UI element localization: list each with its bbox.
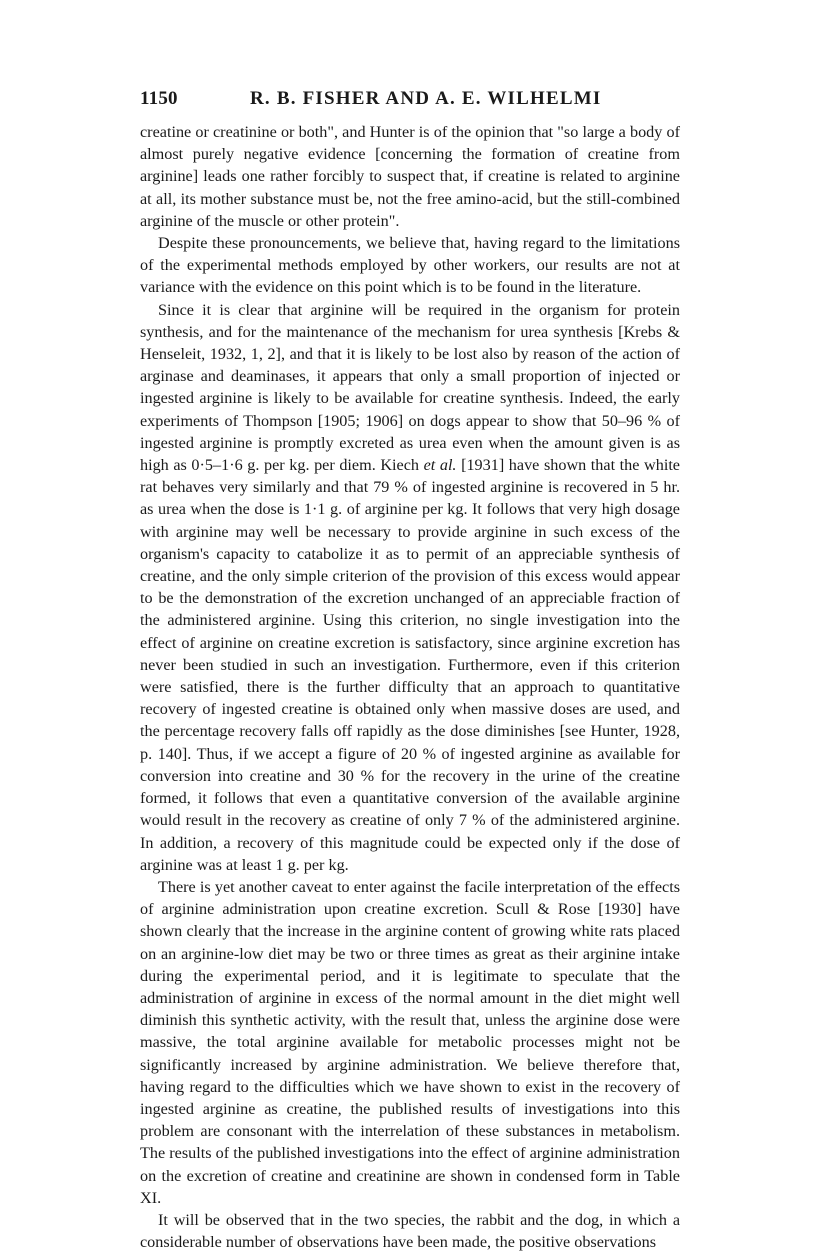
page-header (140, 88, 680, 114)
paragraph-continuation: creatine or creatinine or both", and Hunter is of the opinion that "so large a body of almost purely negative evidence [concerning the formation of creatine from arginine] leads one rather forcibly to suspect that, if creatine is related to arginine at all, its mother substance must be, not the free amino-acid, but the still-combined arginine of the muscle or other protein". (140, 123, 680, 230)
paragraph-observations: It will be observed that in the two species, the rabbit and the dog, in which a considerable number of observations have been made, the positive observations (140, 1210, 680, 1252)
paragraph-arginine-synthesis-part2: [1931] have shown that the white rat behaves very similarly and that 79 % of ingested arginine is recovered in 5 hr. as urea when the dose is 1·1 g. of arginine per kg. It follows that very high dosage with arginine may well be necessary to provide arginine in such excess of the organism's capacity to catabolize it as to permit of an appreciable synthesis of creatine, and the only simple criterion of the provision of this excess would appear to be the demonstration of the excretion unchanged of an appreciable fraction of the administered arginine. Using this criterion, no single investigation into the effect of arginine on creatine excretion is satisfactory, since arginine excretion has never been studied in such an investigation. Furthermore, even if this criterion were satisfied, there is the further difficulty that an approach to quantitative recovery of ingested creatine is obtained only when massive doses are used, and the percentage recovery falls off rapidly as the dose diminishes [see Hunter, 1928, p. 140]. Thus, if we accept a figure of 20 % of ingested arginine as available for conversion into creatine and 30 % for the recovery in the urine of the creatine formed, it follows that even a quantitative conversion of the available arginine would result in the recovery as creatine of only 7 % of the administered arginine. In addition, a recovery of this magnitude could be expected only if the dose of arginine was at least 1 g. per kg. (140, 456, 680, 874)
page-number: 1150 (140, 88, 178, 109)
body-text (140, 121, 680, 1253)
paragraph-arginine-synthesis (140, 299, 680, 876)
paragraph-pronouncements: Despite these pronouncements, we believe that, having regard to the limitations of the experimental methods employed by other workers, our results are not at variance with the evidence on this point which is to be found in the literature. (140, 234, 680, 297)
paragraph-caveat: There is yet another caveat to enter against the facile interpretation of the effects of arginine administration upon creatine excretion. Scull & Rose [1930] have shown clearly that the increase in the arginine content of growing white rats placed on an arginine-low diet may be two or three times as great as their arginine intake during the experimental period, and it is legitimate to speculate that the administration of arginine in excess of the normal amount in the diet might well diminish this synthetic activity, with the result that, unless the arginine dose were massive, the total arginine available for metabolic processes might not be significantly increased by arginine administration. We believe therefore that, having regard to the difficulties which we have shown to exist in the recovery of ingested arginine as creatine, the published results of investigations into this problem are consonant with the interrelation of these substances in metabolism. The results of the published investigations into the effect of arginine administration on the excretion of creatine and creatinine are shown in condensed form in Table XI. (140, 877, 680, 1207)
running-head-authors: R. B. FISHER AND A. E. WILHELMI (250, 88, 602, 109)
paragraph-arginine-synthesis-part1: Since it is clear that arginine will be required in the organism for protein synthesis, and for the maintenance of the mechanism for urea synthesis [Krebs & Henseleit, 1932, 1, 2], and that it is likely to be lost also by reason of the action of arginase and deaminases, it appears that only a small proportion of injected or ingested arginine is likely to be available for creatine synthesis. Indeed, the early experiments of Thompson [1905; 1906] on dogs appear to show that 50–96 % of ingested arginine is promptly excreted as urea even when the amount given is as high as 0·5–1·6 g. per kg. per diem. Kiech (140, 300, 680, 475)
et-al-italic: et al. (423, 456, 457, 475)
